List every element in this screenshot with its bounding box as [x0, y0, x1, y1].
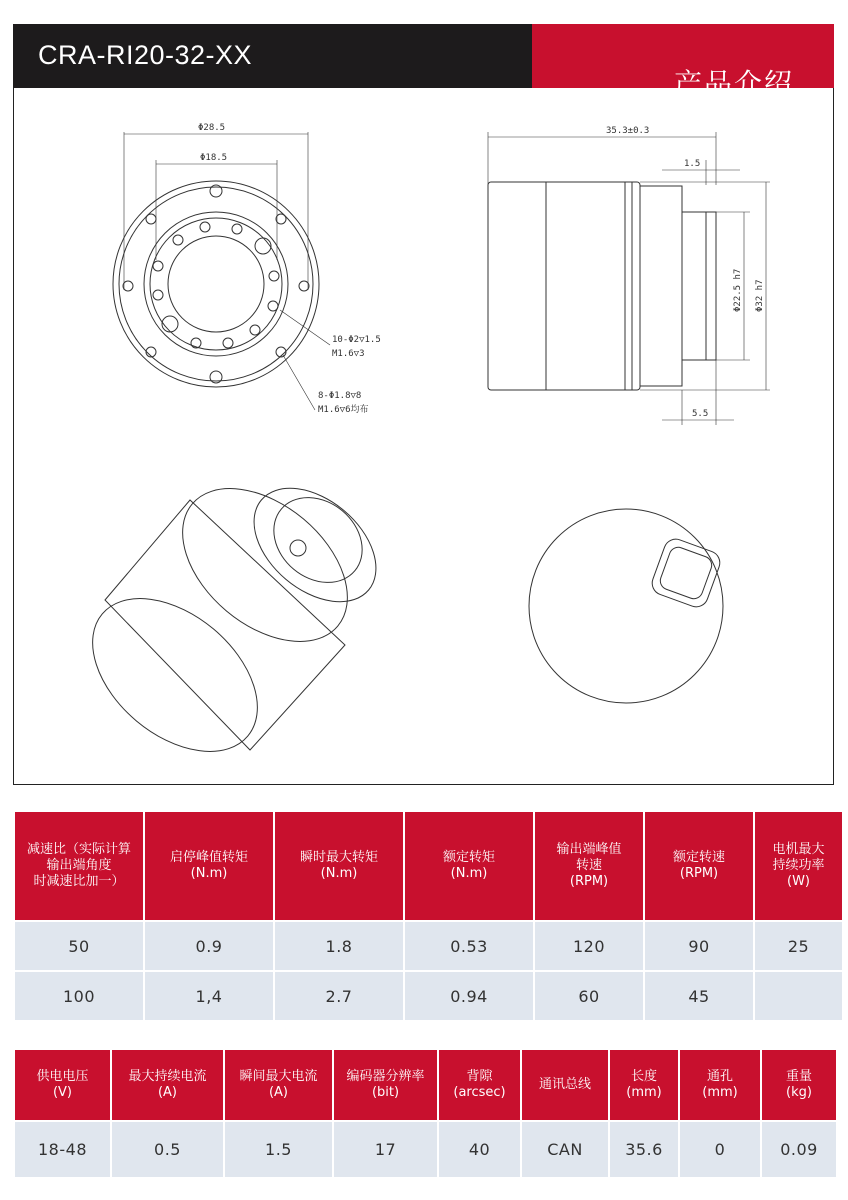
table-cell: 60 [535, 972, 643, 1020]
dim-length: 35.3±0.3 [606, 126, 650, 136]
table-row [15, 972, 842, 1020]
header-rated-torque: 额定转矩 (N.m) [405, 812, 533, 920]
dim-outer-dia: Φ28.5 [198, 123, 226, 133]
technical-drawing [14, 89, 833, 784]
header-through-hole: 通孔 (mm) [680, 1050, 760, 1120]
header-supply-voltage: 供电电压 (V) [15, 1050, 110, 1120]
table-cell: 40 [439, 1122, 520, 1177]
header-instant-max-current: 瞬间最大电流 (A) [225, 1050, 332, 1120]
table-cell: 0.5 [112, 1122, 223, 1177]
note-holes-b-2: M1.6▽6均布 [318, 405, 369, 415]
table-cell: 1.5 [225, 1122, 332, 1177]
dim-body-dia: Φ32 h7 [755, 279, 765, 312]
dim-step: 1.5 [684, 159, 701, 169]
header-encoder-resolution: 编码器分辨率 (bit) [334, 1050, 437, 1120]
table-cell: 18-48 [15, 1122, 110, 1177]
table-header-row [15, 1050, 836, 1120]
table-cell: 0.94 [405, 972, 533, 1020]
table-row [15, 922, 842, 970]
note-holes-a-2: M1.6▽3 [332, 349, 365, 359]
header-instant-max-torque: 瞬时最大转矩 (N.m) [275, 812, 403, 920]
header-communication-bus: 通讯总线 [522, 1050, 608, 1120]
dim-flange-len: 5.5 [692, 409, 709, 419]
table-cell: 1,4 [145, 972, 273, 1020]
table-cell: 2.7 [275, 972, 403, 1020]
outer-holes [123, 185, 309, 383]
header-backlash: 背隙 (arcsec) [439, 1050, 520, 1120]
table-cell: 0.09 [762, 1122, 836, 1177]
table-cell: 45 [645, 972, 753, 1020]
header-weight: 重量 (kg) [762, 1050, 836, 1120]
table-cell: 1.8 [275, 922, 403, 970]
dim-flange-dia: Φ22.5 h7 [733, 268, 743, 312]
back-view [529, 509, 723, 703]
table-cell: 90 [645, 922, 753, 970]
spec-table-2 [13, 1048, 838, 1179]
dim-inner-dia: Φ18.5 [200, 153, 228, 163]
section-label: 产品介绍 [673, 67, 794, 100]
side-view [488, 132, 770, 425]
header-start-stop-peak-torque: 启停峰值转矩 (N.m) [145, 812, 273, 920]
table-cell: 35.6 [610, 1122, 678, 1177]
inner-holes [153, 222, 279, 348]
table-cell: CAN [522, 1122, 608, 1177]
table-cell: 0 [680, 1122, 760, 1177]
header-length: 长度 (mm) [610, 1050, 678, 1120]
table-cell: 25 [755, 922, 842, 970]
table-cell: 0.53 [405, 922, 533, 970]
note-holes-a-1: 10-Φ2▽1.5 [332, 335, 381, 345]
table-cell: 0.9 [145, 922, 273, 970]
product-model-title: CRA-RI20-32-XX [38, 40, 253, 70]
table-cell: 17 [334, 1122, 437, 1177]
note-holes-b-1: 8-Φ1.8▽8 [318, 391, 362, 401]
table-cell [755, 972, 842, 1020]
header-rated-speed: 额定转速 (RPM) [645, 812, 753, 920]
header-reduction-ratio: 减速比（实际计算 输出端角度 时减速比加一） [15, 812, 143, 920]
header-label-panel [532, 24, 834, 100]
table-row [15, 1122, 836, 1177]
isometric-view [64, 458, 398, 782]
header-output-peak-speed: 输出端峰值 转速 (RPM) [535, 812, 643, 920]
table-header-row [15, 812, 842, 920]
spec-table-1 [13, 810, 844, 1022]
header-motor-max-power: 电机最大 持续功率 (W) [755, 812, 842, 920]
header-max-continuous-current: 最大持续电流 (A) [112, 1050, 223, 1120]
front-view [113, 132, 330, 410]
table-cell: 120 [535, 922, 643, 970]
table-cell: 50 [15, 922, 143, 970]
table-cell: 100 [15, 972, 143, 1020]
